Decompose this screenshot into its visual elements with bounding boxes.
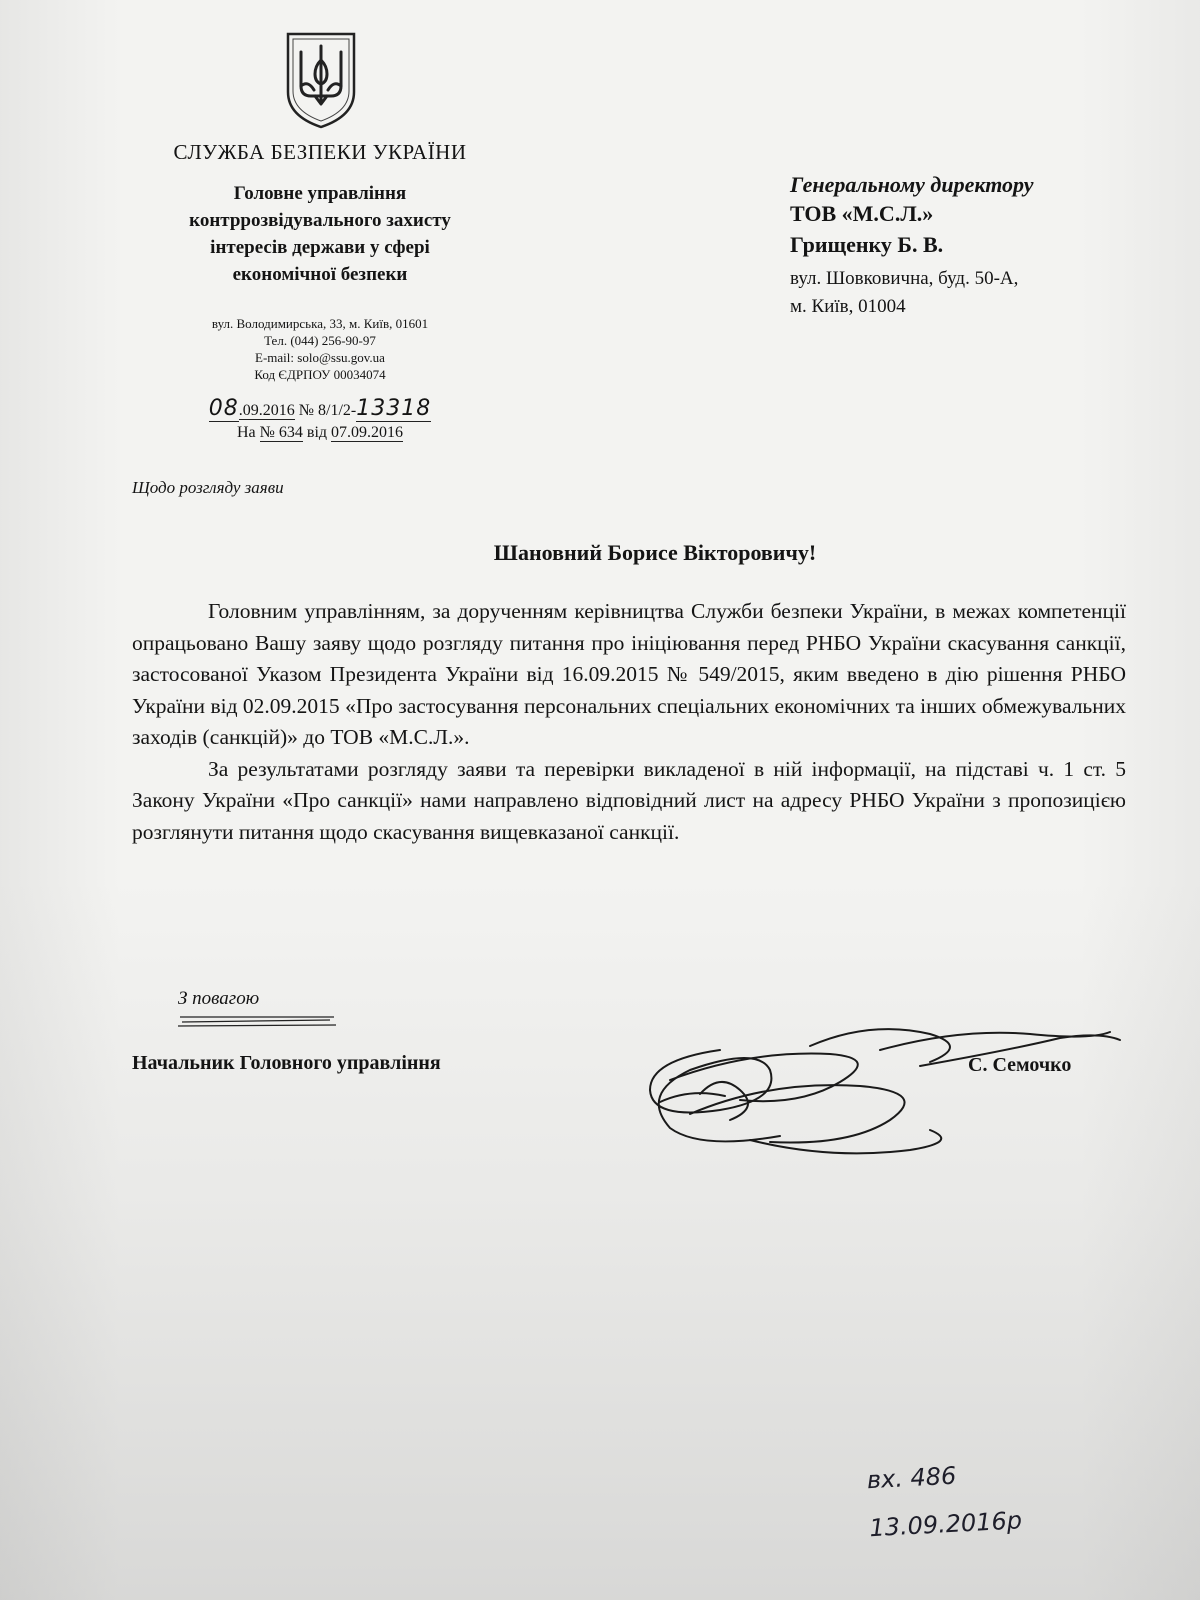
email-line: E-mail: solo@ssu.gov.ua (255, 350, 385, 365)
registration-day: 08 (208, 396, 239, 421)
registration-line (140, 396, 500, 421)
agency-name: СЛУЖБА БЕЗПЕКИ УКРАЇНИ (173, 140, 467, 164)
letter-body (132, 596, 1126, 848)
addressee-name: Грищенку Б. В. (790, 232, 944, 257)
signer-title: Начальник Головного управління (132, 1052, 441, 1074)
reference-number: № 634 (259, 424, 303, 441)
trident-coat-of-arms-icon (284, 30, 358, 130)
letterhead-contacts (160, 315, 480, 383)
addressee-organization: ТОВ «М.С.Л.» (790, 201, 934, 226)
closing-underline (178, 1014, 338, 1028)
registration-number: 13318 (356, 396, 432, 421)
body-paragraph: За результатами розгляду заяви та перевірки викладеної в ній інформації, на підставі ч. 1 ст. 5 Закону України «Про санкції» нами направлено відповідний лист на адресу РНБО України з пропозицією розглянути питання щодо скасування вищевказаної санкції. (132, 756, 1126, 844)
department-name (120, 180, 520, 288)
department-line: Головне управління (233, 183, 407, 204)
addressee-city: м. Київ, 01004 (790, 296, 906, 317)
signer-name: С. Семочко (968, 1054, 1072, 1076)
incoming-number: вх. 486 (866, 1461, 957, 1495)
address-line: вул. Володимирська, 33, м. Київ, 01601 (211, 316, 429, 331)
registration-number-prefix: № 8/1/2- (294, 402, 357, 419)
reference-prefix: На (236, 424, 260, 441)
body-paragraph: Головним управлінням, за дорученням керівництва Служби безпеки України, в межах компетенції опрацьовано Вашу заяву щодо розгляду питання про ініціювання перед РНБО України скасування санкції, застосованої Указом Президента України від 16.09.2015 № 549/2015, яким введено в дію рішення РНБО України від 02.09.2015 «Про застосування персональних спеціальних економічних та інших обмежувальних заходів (санкцій)» до ТОВ «М.С.Л.». (132, 599, 1126, 749)
phone-line: Тел. (044) 256-90-97 (264, 333, 376, 348)
addressee-role: Генеральному директору (790, 172, 1034, 197)
addressee-block (790, 170, 1170, 321)
closing-phrase: З повагою (178, 988, 260, 1009)
department-line: економічної безпеки (232, 264, 408, 285)
incoming-registration-note (866, 1444, 1111, 1552)
handwritten-signature-icon (630, 1010, 1130, 1170)
registration-date: .09.2016 (238, 402, 295, 419)
reference-middle: від (302, 424, 332, 441)
letter-subject: Щодо розгляду заяви (132, 478, 284, 497)
reference-line (140, 424, 500, 442)
salutation: Шановний Борисе Вікторовичу! (493, 540, 817, 565)
addressee-street: вул. Шовковична, буд. 50-А, (790, 268, 1019, 289)
reference-date: 07.09.2016 (331, 424, 404, 441)
incoming-date: 13.09.2016р (868, 1506, 1023, 1543)
department-line: інтересів держави у сфері (210, 237, 430, 258)
department-line: контррозвідувального захисту (189, 210, 451, 231)
edrpou-code-line: Код ЄДРПОУ 00034074 (254, 367, 386, 382)
